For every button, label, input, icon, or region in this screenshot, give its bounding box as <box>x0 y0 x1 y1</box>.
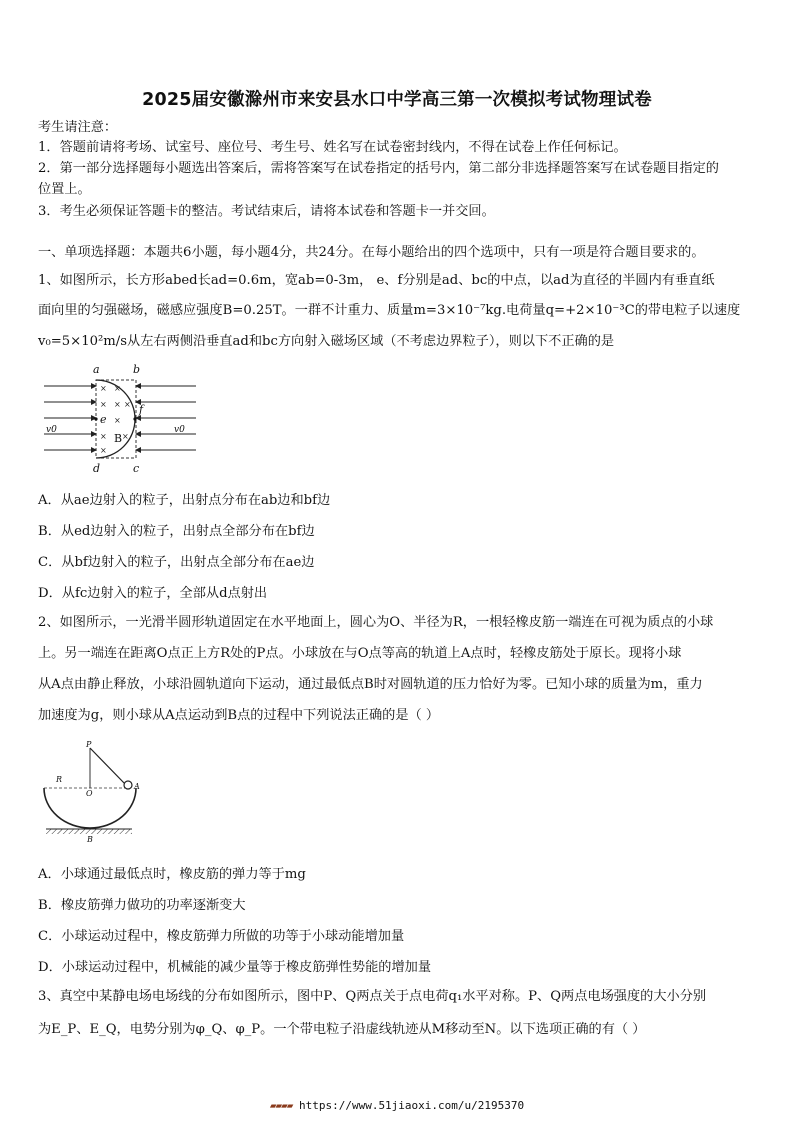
label-a: a <box>93 363 100 376</box>
q2-line-3: 从A点由静止释放，小球沿圆轨道向下运动，通过最低点B时对圆轨道的压力恰好为零。已知小球的质量为m，重力 <box>38 677 703 692</box>
svg-text:×: × <box>100 446 107 455</box>
label-v0-left: v0 <box>46 425 57 435</box>
label-v0-right: v0 <box>174 425 185 435</box>
label-O: O <box>86 789 93 798</box>
svg-text:×: × <box>114 400 121 409</box>
q2-line-1: 2、如图所示，一光滑半圆形轨道固定在水平地面上，圆心为O、半径为R，一根轻橡皮筋一端连在可视为质点的小球 <box>38 615 714 630</box>
svg-text:×: × <box>100 432 107 441</box>
label-f: f <box>139 403 144 416</box>
svg-text:×: × <box>114 384 121 393</box>
label-B: B <box>114 432 123 445</box>
label-e: e <box>100 413 107 426</box>
q1-line-1: 1、如图所示，长方形abed长ad=0.6m，宽ab=0-3m， e、f分别是ad、bc的中点，以ad为直径的半圆内有垂直纸 <box>38 273 715 288</box>
q1-magnetic-field-figure <box>40 362 200 474</box>
svg-text:×: × <box>124 400 131 409</box>
q2-option-b: B．橡皮筋弹力做功的功率逐渐变大 <box>38 898 246 913</box>
q1-option-d: D．从fc边射入的粒子，全部从d点射出 <box>38 586 268 601</box>
section-heading: 一、单项选择题：本题共6小题，每小题4分，共24分。在每小题给出的四个选项中，只有一项是符合题目要求的。 <box>38 245 705 260</box>
q3-line-2: 为E_P、E_Q，电势分别为φ_Q、φ_P。一个带电粒子沿虚线轨迹从M移动至N。以下选项正确的有（ ） <box>38 1022 646 1037</box>
q3-line-1: 3、真空中某静电场电场线的分布如图所示，图中P、Q两点关于点电荷q₁水平对称。P、Q两点电场强度的大小分别 <box>38 989 707 1004</box>
svg-text:×: × <box>114 416 121 425</box>
label-b: b <box>133 363 141 376</box>
q2-option-c: C．小球运动过程中，橡皮筋弹力所做的功等于小球动能增加量 <box>38 929 405 944</box>
label-A: A <box>134 782 140 791</box>
footer <box>0 1099 794 1112</box>
notice-item-2-cont: 位置上。 <box>38 182 91 197</box>
q1-option-c: C．从bf边射入的粒子，出射点全部分布在ae边 <box>38 555 315 570</box>
label-P: P <box>86 740 92 749</box>
q2-option-a: A．小球通过最低点时，橡皮筋的弹力等于mg <box>38 867 306 882</box>
footer-logo-icon: ▰▰▰▰ <box>269 1099 293 1112</box>
q2-line-2: 上。另一端连在距离O点正上方R处的P点。小球放在与O点等高的轨道上A点时，轻橡皮筋处于原长。现将小球 <box>38 646 682 661</box>
footer-url-link[interactable]: https://www.51jiaoxi.com/u/2195370 <box>298 1099 525 1112</box>
label-R: R <box>56 775 63 784</box>
label-c: c <box>133 462 140 474</box>
q1-line-2: 面向里的匀强磁场，磁感应强度B=0.25T。一群不计重力、质量m=3×10⁻⁷kg.电荷量q=+2×10⁻³C的带电粒子以速度 <box>38 303 741 318</box>
q2-option-d: D．小球运动过程中，机械能的减少量等于橡皮筋弹性势能的增加量 <box>38 960 432 975</box>
q2-semicircle-track-figure <box>40 738 152 844</box>
page-title: 2025届安徽滁州市来安县水口中学高三第一次模拟考试物理试卷 <box>142 90 652 110</box>
label-B: B <box>87 835 93 844</box>
ball-icon <box>124 781 132 789</box>
q1-option-b: B．从ed边射入的粒子，出射点全部分布在bf边 <box>38 524 315 539</box>
label-d: d <box>93 462 101 474</box>
notice-item-3: 3．考生必须保证答题卡的整洁。考试结束后，请将本试卷和答题卡一并交回。 <box>38 204 495 219</box>
notice-item-1: 1．答题前请将考场、试室号、座位号、考生号、姓名写在试卷密封线内，不得在试卷上作任何标记。 <box>38 140 627 155</box>
svg-text:×: × <box>100 384 107 393</box>
svg-text:×: × <box>100 400 107 409</box>
q1-line-3: v₀=5×10²m/s从左右两侧沿垂直ad和bc方向射入磁场区域（不考虑边界粒子），则以下不正确的是 <box>38 334 615 349</box>
notice-item-2: 2．第一部分选择题每小题选出答案后，需将答案写在试卷指定的括号内，第二部分非选择题答案写在试卷题目指定的 <box>38 161 719 176</box>
notice-heading: 考生请注意： <box>38 120 118 135</box>
q1-option-a: A．从ae边射入的粒子，出射点分布在ab边和bf边 <box>38 493 331 508</box>
q2-line-4: 加速度为g，则小球从A点运动到B点的过程中下列说法正确的是（ ） <box>38 708 440 723</box>
svg-text:×: × <box>122 432 129 441</box>
